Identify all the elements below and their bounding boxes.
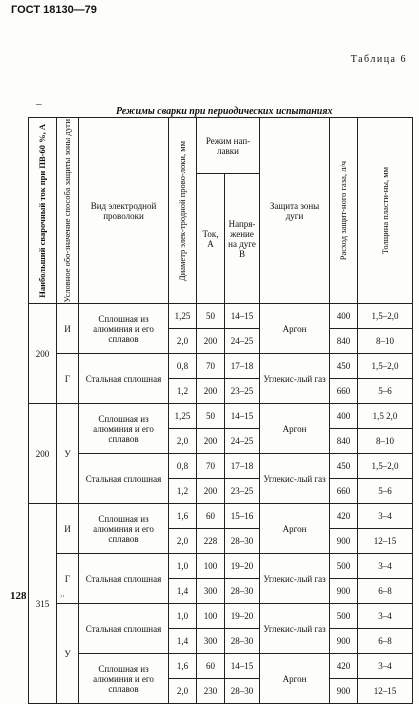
current-cell: 300 [197, 629, 225, 654]
gas-cell: 900 [330, 679, 358, 704]
header-diameter: Диаметр элек-тродной прово-локи, мм [169, 118, 197, 304]
thickness-cell: 3–4 [358, 604, 413, 629]
gas-cell: 900 [330, 529, 358, 554]
header-mode-current: Ток, А [197, 174, 225, 304]
wire-type-cell: Стальная сплошная [79, 604, 169, 654]
document-code: ГОСТ 18130—79 [11, 4, 97, 16]
protection-cell: Аргон [260, 504, 330, 554]
group-current-200b: 200 [29, 404, 57, 504]
current-cell: 50 [197, 304, 225, 329]
header-gas: Расход защит-ного газа, л/ч [330, 118, 358, 304]
wire-type-cell: Сплошная из алюминия и его сплавов [79, 504, 169, 554]
voltage-cell: 24–25 [225, 329, 260, 354]
current-cell: 300 [197, 579, 225, 604]
thickness-cell: 6–8 [358, 629, 413, 654]
group-current-200a: 200 [29, 304, 57, 404]
gas-cell: 400 [330, 304, 358, 329]
voltage-cell: 28–30 [225, 579, 260, 604]
thickness-cell: 1,5 2,0 [358, 404, 413, 429]
diameter-cell: 2,0 [169, 529, 197, 554]
diameter-cell: 0,8 [169, 354, 197, 379]
gas-cell: 660 [330, 379, 358, 404]
current-cell: 70 [197, 454, 225, 479]
voltage-cell: 23–25 [225, 479, 260, 504]
gas-cell: 400 [330, 404, 358, 429]
gas-cell: 660 [330, 479, 358, 504]
protection-cell: Углекис-лый газ [260, 554, 330, 604]
header-protection: Защита зоны дуги [260, 118, 330, 304]
thickness-cell: 1,5–2,0 [358, 304, 413, 329]
wire-type-cell: Сплошная из алюминия и его сплавов [79, 404, 169, 454]
group-current-315: 315 [29, 504, 57, 704]
diameter-cell: 1,6 [169, 504, 197, 529]
current-cell: 100 [197, 604, 225, 629]
symbol-cell: И [57, 504, 79, 554]
symbol-cell: У [57, 604, 79, 704]
diameter-cell: 2,0 [169, 679, 197, 704]
gas-cell: 500 [330, 554, 358, 579]
voltage-cell: 14–15 [225, 404, 260, 429]
diameter-cell: 2,0 [169, 329, 197, 354]
gas-cell: 840 [330, 429, 358, 454]
diameter-cell: 1,2 [169, 479, 197, 504]
diameter-cell: 2,0 [169, 429, 197, 454]
thickness-cell: 1,5–2,0 [358, 354, 413, 379]
protection-cell: Аргон [260, 304, 330, 354]
wire-type-cell: Сплошная из алюминия и его сплавов [79, 304, 169, 354]
header-mode: Режим нап-лавки [197, 118, 260, 174]
wire-type-cell: Стальная сплошная [79, 354, 169, 404]
thickness-cell: 3–4 [358, 654, 413, 679]
gas-cell: 420 [330, 654, 358, 679]
header-thickness: Толщина пласти-ны, мм [358, 118, 413, 304]
voltage-cell: 28–30 [225, 529, 260, 554]
symbol-cell: У [57, 404, 79, 504]
thickness-cell: 12–15 [358, 679, 413, 704]
header-wire-type: Вид электродной проволоки [79, 118, 169, 304]
symbol-cell: И [57, 304, 79, 354]
voltage-cell: 14–15 [225, 304, 260, 329]
dash-mark: – [36, 98, 42, 110]
diameter-cell: 1,0 [169, 604, 197, 629]
page-number: 128 [10, 590, 27, 602]
current-cell: 70 [197, 354, 225, 379]
gas-cell: 500 [330, 604, 358, 629]
voltage-cell: 19–20 [225, 554, 260, 579]
protection-cell: Углекис-лый газ [260, 354, 330, 404]
diameter-cell: 1,0 [169, 554, 197, 579]
thickness-cell: 5–6 [358, 479, 413, 504]
thickness-cell: 1,5–2,0 [358, 454, 413, 479]
thickness-cell: 12–15 [358, 529, 413, 554]
current-cell: 60 [197, 504, 225, 529]
thickness-cell: 6–8 [358, 579, 413, 604]
voltage-cell: 15–16 [225, 504, 260, 529]
current-cell: 200 [197, 329, 225, 354]
voltage-cell: 19–20 [225, 604, 260, 629]
corner-mark: ›‹ [60, 592, 65, 600]
gas-cell: 900 [330, 579, 358, 604]
current-cell: 200 [197, 479, 225, 504]
voltage-cell: 17–18 [225, 454, 260, 479]
gas-cell: 840 [330, 329, 358, 354]
thickness-cell: 8–10 [358, 429, 413, 454]
protection-cell: Аргон [260, 404, 330, 454]
thickness-cell: 8–10 [358, 329, 413, 354]
welding-modes-table [28, 117, 413, 704]
voltage-cell: 28–30 [225, 629, 260, 654]
voltage-cell: 28–30 [225, 679, 260, 704]
current-cell: 100 [197, 554, 225, 579]
voltage-cell: 17–18 [225, 354, 260, 379]
current-cell: 50 [197, 404, 225, 429]
diameter-cell: 1,2 [169, 379, 197, 404]
diameter-cell: 1,4 [169, 629, 197, 654]
voltage-cell: 24–25 [225, 429, 260, 454]
protection-cell: Аргон [260, 654, 330, 704]
protection-cell: Углекис-лый газ [260, 604, 330, 654]
thickness-cell: 5–6 [358, 379, 413, 404]
voltage-cell: 23–25 [225, 379, 260, 404]
symbol-cell: Г [57, 354, 79, 404]
protection-cell: Углекис-лый газ [260, 454, 330, 504]
current-cell: 200 [197, 429, 225, 454]
wire-type-cell: Сплошная из алюминия и его сплавов [79, 654, 169, 704]
header-current: Наибольший сварочный ток при ПВ-60 %, А [29, 118, 57, 304]
wire-type-cell: Стальная сплошная [79, 554, 169, 604]
gas-cell: 450 [330, 454, 358, 479]
header-mode-voltage: Напря-жение на дуге В [225, 174, 260, 304]
gas-cell: 420 [330, 504, 358, 529]
voltage-cell: 14–15 [225, 654, 260, 679]
symbol-cell: Г [57, 554, 79, 604]
thickness-cell: 3–4 [358, 554, 413, 579]
diameter-cell: 1,25 [169, 304, 197, 329]
current-cell: 230 [197, 679, 225, 704]
current-cell: 60 [197, 654, 225, 679]
current-cell: 200 [197, 379, 225, 404]
current-cell: 228 [197, 529, 225, 554]
diameter-cell: 1,25 [169, 404, 197, 429]
table-title: Режимы сварки при периодических испытаниях [116, 106, 333, 117]
diameter-cell: 1,4 [169, 579, 197, 604]
wire-type-cell: Стальная сплошная [79, 454, 169, 504]
table-label: Таблица 6 [350, 54, 407, 65]
thickness-cell: 3–4 [358, 504, 413, 529]
diameter-cell: 1,6 [169, 654, 197, 679]
gas-cell: 900 [330, 629, 358, 654]
gas-cell: 450 [330, 354, 358, 379]
header-symbol: Условное обо-значение способа защиты зоны дуги [57, 118, 79, 304]
diameter-cell: 0,8 [169, 454, 197, 479]
